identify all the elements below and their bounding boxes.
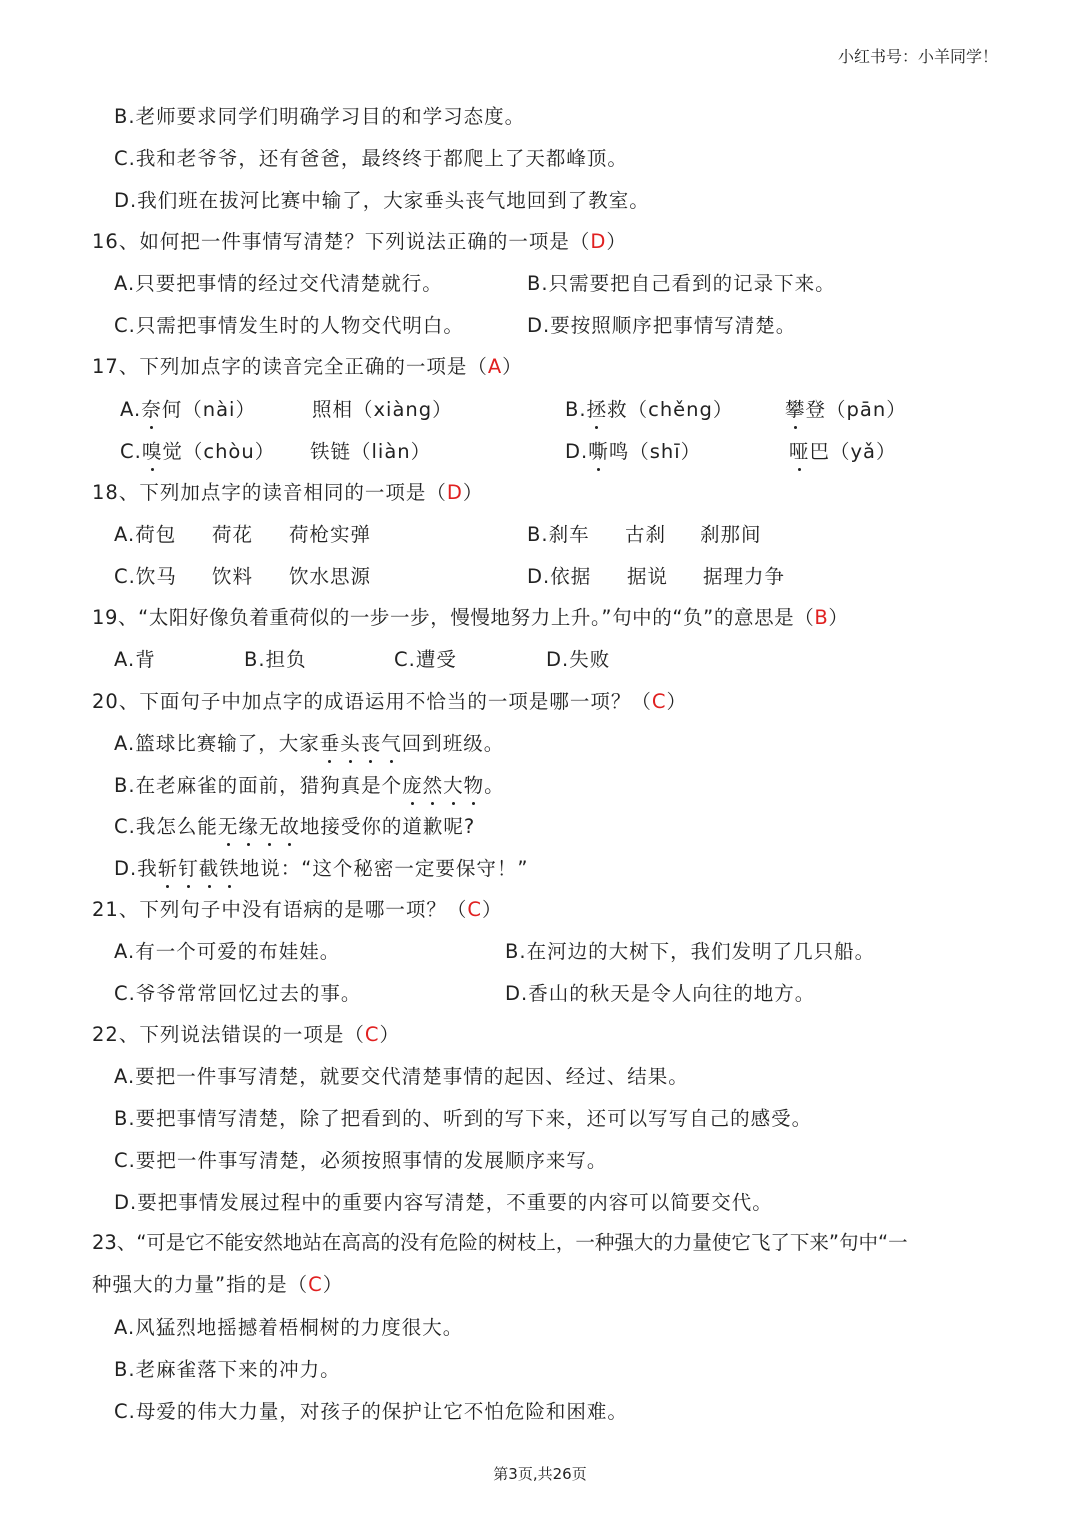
word-pinyin: 巴（yǎ） xyxy=(809,440,897,463)
q20-stem: 20、下面句子中加点字的成语运用不恰当的一项是哪一项？（ xyxy=(92,690,652,713)
dotted-char: 气 xyxy=(381,730,402,758)
option-letter: B. xyxy=(565,398,587,421)
q23-option-a: A.风猛烈地摇撼着梧桐树的力度很大。 xyxy=(114,1316,464,1339)
q19-option-c: C.遭受 xyxy=(394,648,457,671)
option-text: 回到班级。 xyxy=(401,732,505,755)
q18-option-c-3: 饮水思源 xyxy=(289,565,372,588)
dotted-char: 故 xyxy=(279,813,300,841)
q18-option-c-2: 饮料 xyxy=(212,565,254,588)
option-text: B.在老麻雀的面前，猎狗真是个 xyxy=(114,774,403,797)
q22-option-b: B.要把事情写清楚，除了把看到的、听到的写下来，还可以写写自己的感受。 xyxy=(114,1107,813,1130)
q23-question-line1: 23、“可是它不能安然地站在高高的没有危险的树枝上，一种强大的力量使它飞了下来”句中“一 xyxy=(92,1231,908,1254)
q22-option-a: A.要把一件事写清楚，就要交代清楚事情的起因、经过、结果。 xyxy=(114,1065,689,1088)
dotted-char: 拯 xyxy=(587,396,608,424)
q22-question xyxy=(92,1021,400,1049)
q23-answer: C xyxy=(308,1273,323,1296)
q16-option-d: D.要按照顺序把事情写清楚。 xyxy=(527,314,797,337)
q18-option-a-1: A.荷包 xyxy=(114,523,177,546)
dotted-char: 头 xyxy=(340,730,361,758)
q16-close: ） xyxy=(606,230,627,253)
q18-option-b-2: 古刹 xyxy=(625,523,667,546)
dotted-char: 缘 xyxy=(238,813,259,841)
option-letter: A. xyxy=(120,398,142,421)
option-text: C.我怎么能 xyxy=(114,815,218,838)
q23-stem: 种强大的力量”指的是（ xyxy=(92,1273,309,1296)
option-text: A.篮球比赛输了，大家 xyxy=(114,732,320,755)
q20-answer: C xyxy=(651,690,667,713)
dotted-char: 嘶 xyxy=(588,438,609,466)
dotted-char: 哑 xyxy=(789,438,810,466)
dotted-char: 钉 xyxy=(178,855,199,883)
word-pinyin: 救（chěng） xyxy=(607,398,734,421)
q15-option-d: D.我们班在拔河比赛中输了，大家垂头丧气地回到了教室。 xyxy=(114,189,650,212)
q19-close: ） xyxy=(828,606,849,629)
option-text: 地说：“这个秘密一定要保守！” xyxy=(239,857,529,880)
q18-close: ） xyxy=(462,481,484,504)
q19-answer: B xyxy=(814,606,829,629)
q15-option-b: B.老师要求同学们明确学习目的和学习态度。 xyxy=(114,105,526,128)
dotted-char: 垂 xyxy=(320,730,341,758)
q17-option-b-word2 xyxy=(785,396,907,424)
q19-question xyxy=(92,604,848,632)
word-pinyin: 登（pān） xyxy=(805,398,907,421)
q18-option-a-3: 荷枪实弹 xyxy=(289,523,372,546)
q19-option-b: B.担负 xyxy=(244,648,307,671)
q16-stem: 16、如何把一件事情写清楚？下列说法正确的一项是（ xyxy=(92,230,591,253)
word-pinyin: 觉（chòu） xyxy=(162,440,276,463)
q18-option-b-1: B.刹车 xyxy=(527,523,590,546)
q22-option-d: D.要把事情发展过程中的重要内容写清楚，不重要的内容可以简要交代。 xyxy=(114,1191,773,1214)
q20-question xyxy=(92,688,687,716)
q17-question xyxy=(92,353,523,381)
q22-option-c: C.要把一件事写清楚，必须按照事情的发展顺序来写。 xyxy=(114,1149,608,1172)
q17-option-d-word2 xyxy=(789,438,897,466)
q16-answer: D xyxy=(590,230,607,253)
q18-option-a-2: 荷花 xyxy=(212,523,254,546)
word-pinyin: 何（nài） xyxy=(161,398,256,421)
q18-option-b-3: 刹那间 xyxy=(700,523,762,546)
dotted-char: 物 xyxy=(464,772,485,800)
word-pinyin: 鸣（shī） xyxy=(608,440,702,463)
q21-answer: C xyxy=(467,898,482,921)
q20-option-a xyxy=(114,730,504,758)
dotted-char: 奈 xyxy=(141,396,162,424)
dotted-char: 斩 xyxy=(158,855,179,883)
q18-option-c-1: C.饮马 xyxy=(114,565,177,588)
option-text: D.我 xyxy=(114,857,158,880)
q18-answer: D xyxy=(446,481,463,504)
option-text: 地接受你的道歉呢? xyxy=(299,815,476,838)
dotted-char: 攀 xyxy=(785,396,806,424)
page-number: 第3页,共26页 xyxy=(493,1465,587,1483)
q17-option-a-word2 xyxy=(312,396,453,424)
dotted-char: 无 xyxy=(259,813,280,841)
q22-answer: C xyxy=(364,1023,380,1046)
q17-option-a-word1 xyxy=(120,396,256,424)
q22-close: ） xyxy=(379,1023,400,1046)
q19-stem: 19、“太阳好像负着重荷似的一步一步，慢慢地努力上升。”句中的“负”的意思是（ xyxy=(92,606,815,629)
q17-option-b-word1 xyxy=(565,396,733,424)
q16-question xyxy=(92,228,627,256)
q17-option-c-word2 xyxy=(310,438,431,466)
q20-option-c xyxy=(114,813,475,841)
dotted-char: 无 xyxy=(218,813,239,841)
option-letter: D. xyxy=(565,440,589,463)
q17-close: ） xyxy=(502,355,523,378)
q17-answer: A xyxy=(487,355,503,378)
dotted-char: 截 xyxy=(199,855,220,883)
q21-option-d: D.香山的秋天是令人向往的地方。 xyxy=(505,982,816,1005)
dotted-char: 大 xyxy=(443,772,464,800)
q17-stem: 17、下列加点字的读音完全正确的一项是（ xyxy=(92,355,488,378)
q19-option-a: A.背 xyxy=(114,648,156,671)
dotted-char: 铁 xyxy=(219,855,240,883)
q23-close: ） xyxy=(322,1273,344,1296)
word-pinyin: 照相（xiàng） xyxy=(312,398,453,421)
word-pinyin: 铁链（liàn） xyxy=(310,440,432,463)
q20-option-d xyxy=(114,855,529,883)
q18-option-d-1: D.依据 xyxy=(527,565,592,588)
q20-option-b xyxy=(114,772,505,800)
dotted-char: 庞 xyxy=(402,772,423,800)
q21-close: ） xyxy=(481,898,503,921)
dotted-char: 丧 xyxy=(361,730,382,758)
q18-stem: 18、下列加点字的读音相同的一项是（ xyxy=(92,481,447,504)
q16-option-b: B.只需要把自己看到的记录下来。 xyxy=(527,272,836,295)
q21-option-b: B.在河边的大树下，我们发明了几只船。 xyxy=(505,940,876,963)
q18-option-d-3: 据理力争 xyxy=(703,565,786,588)
q18-question xyxy=(92,479,483,507)
dotted-char: 然 xyxy=(423,772,444,800)
q23-option-b: B.老麻雀落下来的冲力。 xyxy=(114,1358,341,1381)
q21-question xyxy=(92,896,502,924)
q21-stem: 21、下列句子中没有语病的是哪一项？（ xyxy=(92,898,468,921)
q19-option-d: D.失败 xyxy=(546,648,611,671)
q16-option-a: A.只要把事情的经过交代清楚就行。 xyxy=(114,272,443,295)
q18-option-d-2: 据说 xyxy=(627,565,669,588)
q17-option-d-word1 xyxy=(565,438,701,466)
q23-question-line2 xyxy=(92,1271,343,1299)
q21-option-a: A.有一个可爱的布娃娃。 xyxy=(114,940,341,963)
option-letter: C. xyxy=(120,440,142,463)
q17-option-c-word1 xyxy=(120,438,275,466)
q21-option-c: C.爷爷常常回忆过去的事。 xyxy=(114,982,362,1005)
option-text: 。 xyxy=(484,774,505,797)
q20-close: ） xyxy=(666,690,687,713)
q22-stem: 22、下列说法错误的一项是（ xyxy=(92,1023,365,1046)
q15-option-c: C.我和老爷爷，还有爸爸，最终终于都爬上了天都峰顶。 xyxy=(114,147,628,170)
dotted-char: 嗅 xyxy=(142,438,163,466)
source-watermark: 小红书号：小羊同学！ xyxy=(837,47,998,66)
q23-option-c: C.母爱的伟大力量，对孩子的保护让它不怕危险和困难。 xyxy=(114,1400,628,1423)
q16-option-c: C.只需把事情发生时的人物交代明白。 xyxy=(114,314,464,337)
